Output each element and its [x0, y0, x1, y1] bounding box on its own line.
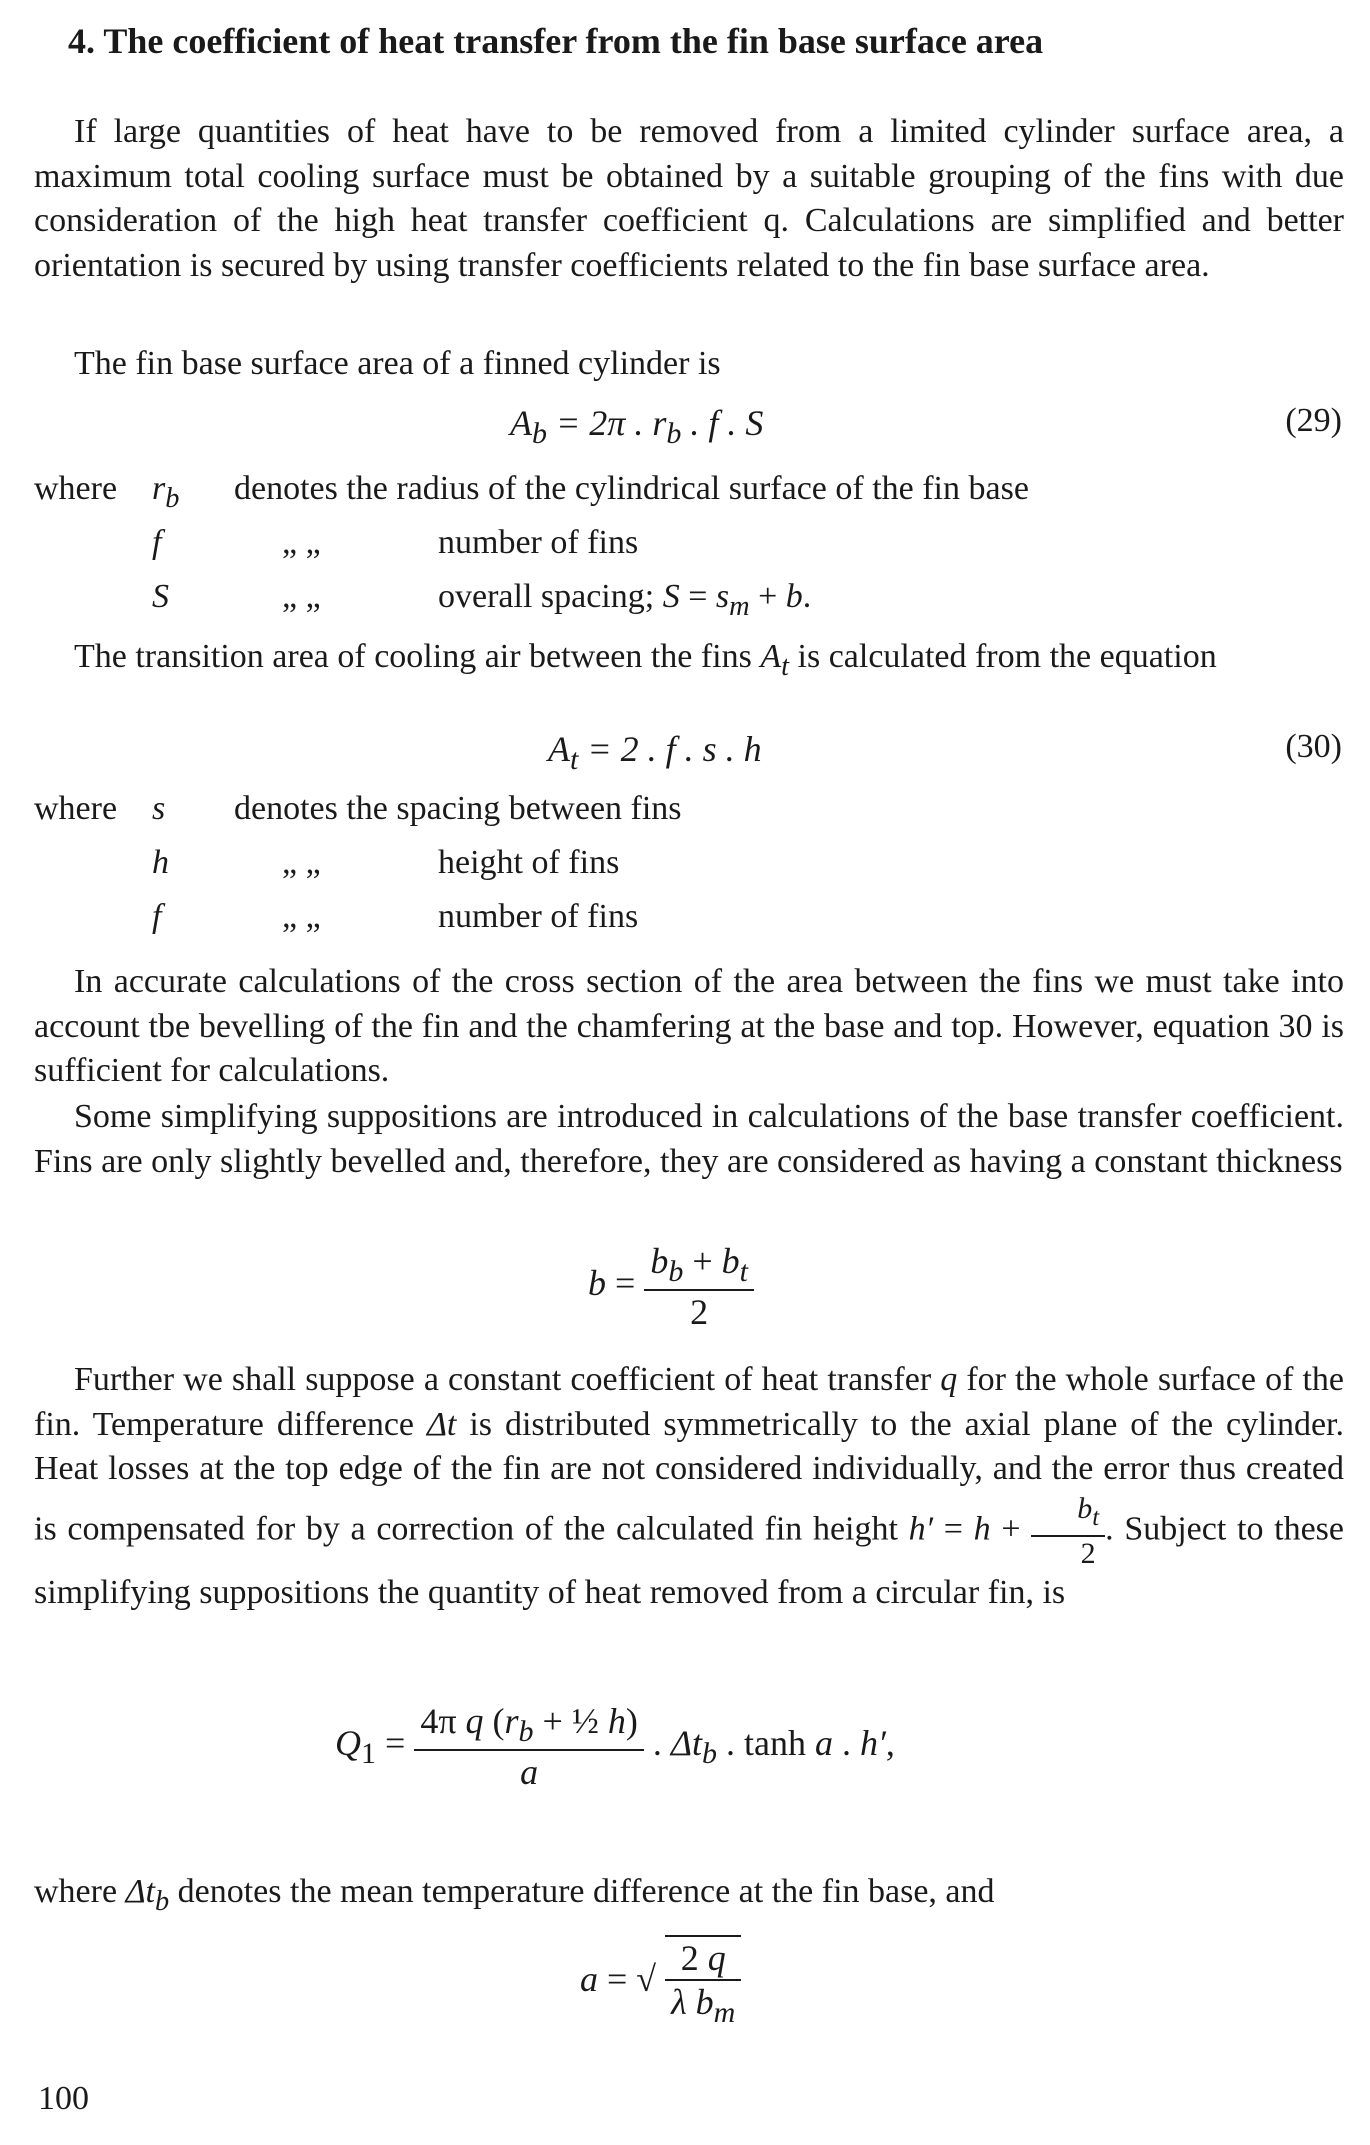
paragraph-where-delta: where $\Delta t_b$ denotes the mean temperature difference at the fin base, and: [34, 1873, 995, 1917]
paragraph-intro: If large quantities of heat have to be removed from a limited cylinder surface area, a maximum total cooling surface must be obtained by a suitable grouping of the fins with due consideration of the high heat transfer coefficient q. Calculations are simplified and better orientation is secured by using transfer coefficients related to the fin base surface area.: [34, 113, 1344, 284]
where-description: number of fins: [438, 898, 639, 935]
where-description: denotes the radius of the cylindrical surface of the fin base: [234, 470, 1029, 507]
ditto-marks: „ „: [282, 898, 321, 935]
where-label: where: [34, 790, 118, 827]
where-description: overall spacing; $S = s_m + b$.: [438, 578, 812, 622]
ditto-marks: „ „: [282, 578, 321, 615]
equation-a: a = √ $\frac{2 q}{\lambda b_m}$: [580, 1935, 741, 2030]
equation-fin-heat: $Q_1$ = $\frac{4\pi q (r_b + \frac{1}{2} h)}{a}$ . $\Delta t_b$ . tanh a . h′,: [335, 1701, 895, 1793]
equation-29: $A_b = 2\pi$ . $r_b$ . f . S: [510, 403, 764, 451]
equation-29-number: (29): [1285, 402, 1342, 439]
symbol: h: [152, 844, 169, 881]
where-label: where: [34, 470, 118, 507]
symbol: s: [152, 790, 166, 827]
paragraph-transition-area: The transition area of cooling air between the fins $A_t$ is calculated from the equation: [74, 638, 1217, 682]
where-description: height of fins: [438, 844, 620, 881]
symbol: S: [152, 578, 169, 615]
where-description: number of fins: [438, 524, 639, 561]
ditto-marks: „ „: [282, 844, 321, 881]
equation-30: $A_t = 2$ . f . s . h: [548, 729, 762, 777]
ditto-marks: „ „: [282, 524, 321, 561]
section-heading: 4. The coefficient of heat transfer from the fin base surface area: [68, 21, 1044, 61]
where-description: denotes the spacing between fins: [234, 790, 682, 827]
symbol: f: [152, 898, 162, 935]
symbol: f: [152, 524, 162, 561]
equation-30-number: (30): [1285, 728, 1342, 765]
paragraph-suppositions: Some simplifying suppositions are introduced in calculations of the base transfer coefficient. Fins are only slightly bevelled and, therefore, they are considered as having a constant thickness: [34, 1098, 1344, 1180]
paragraph-accuracy: In accurate calculations of the cross section of the area between the fins we must take into account tbe bevelling of the fin and the chamfering at the base and top. However, equation 30 is sufficient for calculations.: [34, 963, 1344, 1089]
equation-mean-thickness: b = $\frac{b_b + b_t}{2}$: [588, 1240, 754, 1333]
paragraph-assumptions: Further we shall suppose a constant coefficient of heat transfer q for the whole surface of the fin. Temperature difference Δt is distributed symmetrically to the axial plane of the cylinder. Heat losses at the top edge of the fin are not considered individually, and the error thus created is compensated for by a correction of the calculated fin height h′ = h + $\frac{b_t}{2}$ . Subject to these simplifying suppositions the quantity of heat removed from a circular fin, is: [34, 1361, 1345, 1611]
paragraph-fin-base-area: The fin base surface area of a finned cylinder is: [74, 345, 721, 382]
symbol: $r_b$: [152, 470, 180, 514]
page-number: 100: [38, 2080, 89, 2117]
